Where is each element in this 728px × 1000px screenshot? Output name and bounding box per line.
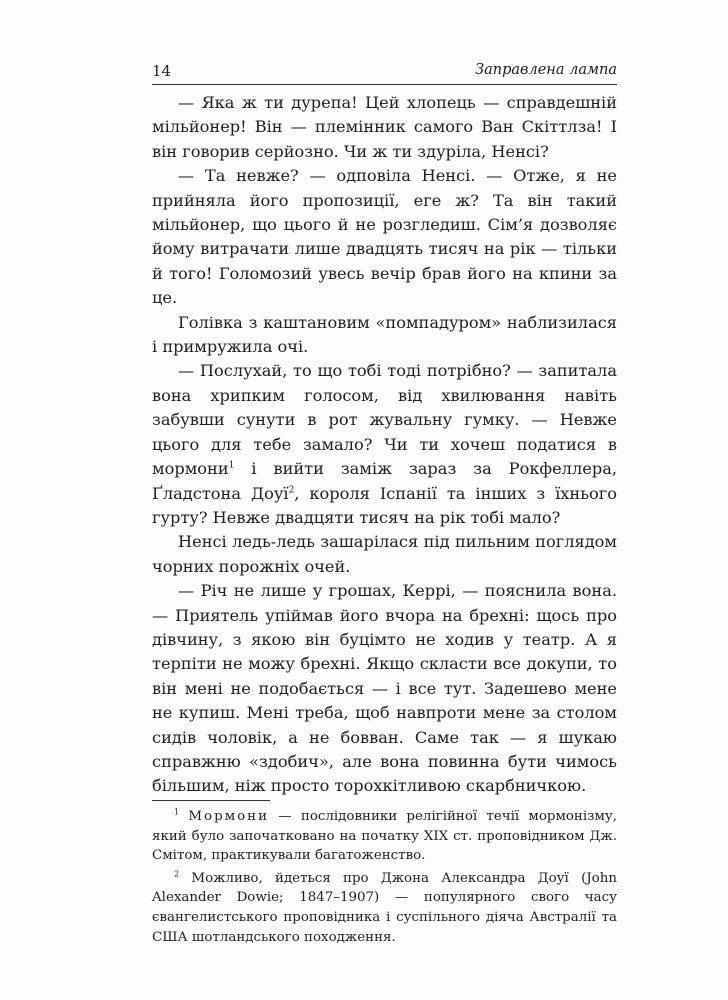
main-text (152, 91, 617, 799)
paragraph: Ненсі ледь-ледь зашарілася під пильним поглядом чорних порожніх очей. (152, 532, 617, 576)
paragraph-text: — Послухай, то що тобі тоді потрібно? — запитала вона хрипким голосом, від хвилювання навіть забувши сунути в рот жувальну гумку. — Невже цього для тебе замало? Чи ти хочеш податися в мормони (152, 361, 617, 479)
running-title: Заправлена лампа (475, 62, 617, 78)
header-divider (152, 84, 617, 85)
footnote-text: Можливо, йдеться про Джона Александра Доуї (John Alexander Dowie; 1847–1907) — популярного свого часу євангелистського проповідника і суспільного діяча Австралії та США шотландського походження. (152, 870, 617, 945)
footnote-ref-2: 2 (288, 485, 295, 496)
footnote-term: Мормони (188, 809, 270, 824)
footnote-divider (152, 800, 270, 801)
footnote-2 (152, 869, 617, 947)
footnotes (152, 807, 617, 947)
footnote-text: — послідовники релігійної течії мормонізму, який було започатковано на початку XIX ст. проповідником Дж. Смітом, практикували багатоженство. (152, 809, 617, 864)
paragraph: — Яка ж ти дурепа! Цей хлопець — справдешній мільйонер! Він — племінник самого Ван Скіттлза! І він говорив серйозно. Чи ж ти здуріла, Ненсі? (152, 93, 617, 161)
footnote-mark: 1 (174, 807, 180, 817)
footnote-mark: 2 (174, 869, 180, 879)
footnote-1 (152, 807, 617, 866)
paragraph: Голівка з каштановим «помпадуром» наблизилася і примружила очі. (152, 312, 617, 357)
page-header (152, 62, 617, 84)
footnote-ref-1: 1 (228, 460, 235, 471)
paragraph-text: , короля Іспанії та інших з їхнього гурту? Невже двадцяти тисяч на рік тобі мало? (152, 483, 617, 527)
page-number: 14 (152, 62, 172, 80)
paragraph-text: і вийти заміж зараз за Рокфеллера, Ґладстона Доуї (152, 459, 617, 503)
paragraph: — Річ не лише у грошах, Керрі, — пояснила вона. — Приятель упіймав його вчора на брехні: щось про дівчину, з якою він буцімто не ходив у театр. А я терпіти не можу брехні. Якщо скласти все докупи, то він мені не подобається — і все тут. Задешево мене не купиш. Мені треба, щоб навпроти мене за столом сидів чоловік, а не бовван. Саме так — я шукаю справжню «здобич», але вона повинна бути чимось більшим, ніж просто торохкітливою скарбничкою. (152, 581, 617, 796)
paragraph (152, 359, 617, 530)
paragraph: — Та невже? — одповіла Ненсі. — Отже, я не прийняла його пропозиції, еге ж? Та він такий мільйонер, що цього й не розгледиш. Сім’я дозволяє йому витрачати лише двадцять тисяч на рік — тільки й того! Голомозий увесь вечір брав його на кпини за це. (152, 166, 617, 308)
